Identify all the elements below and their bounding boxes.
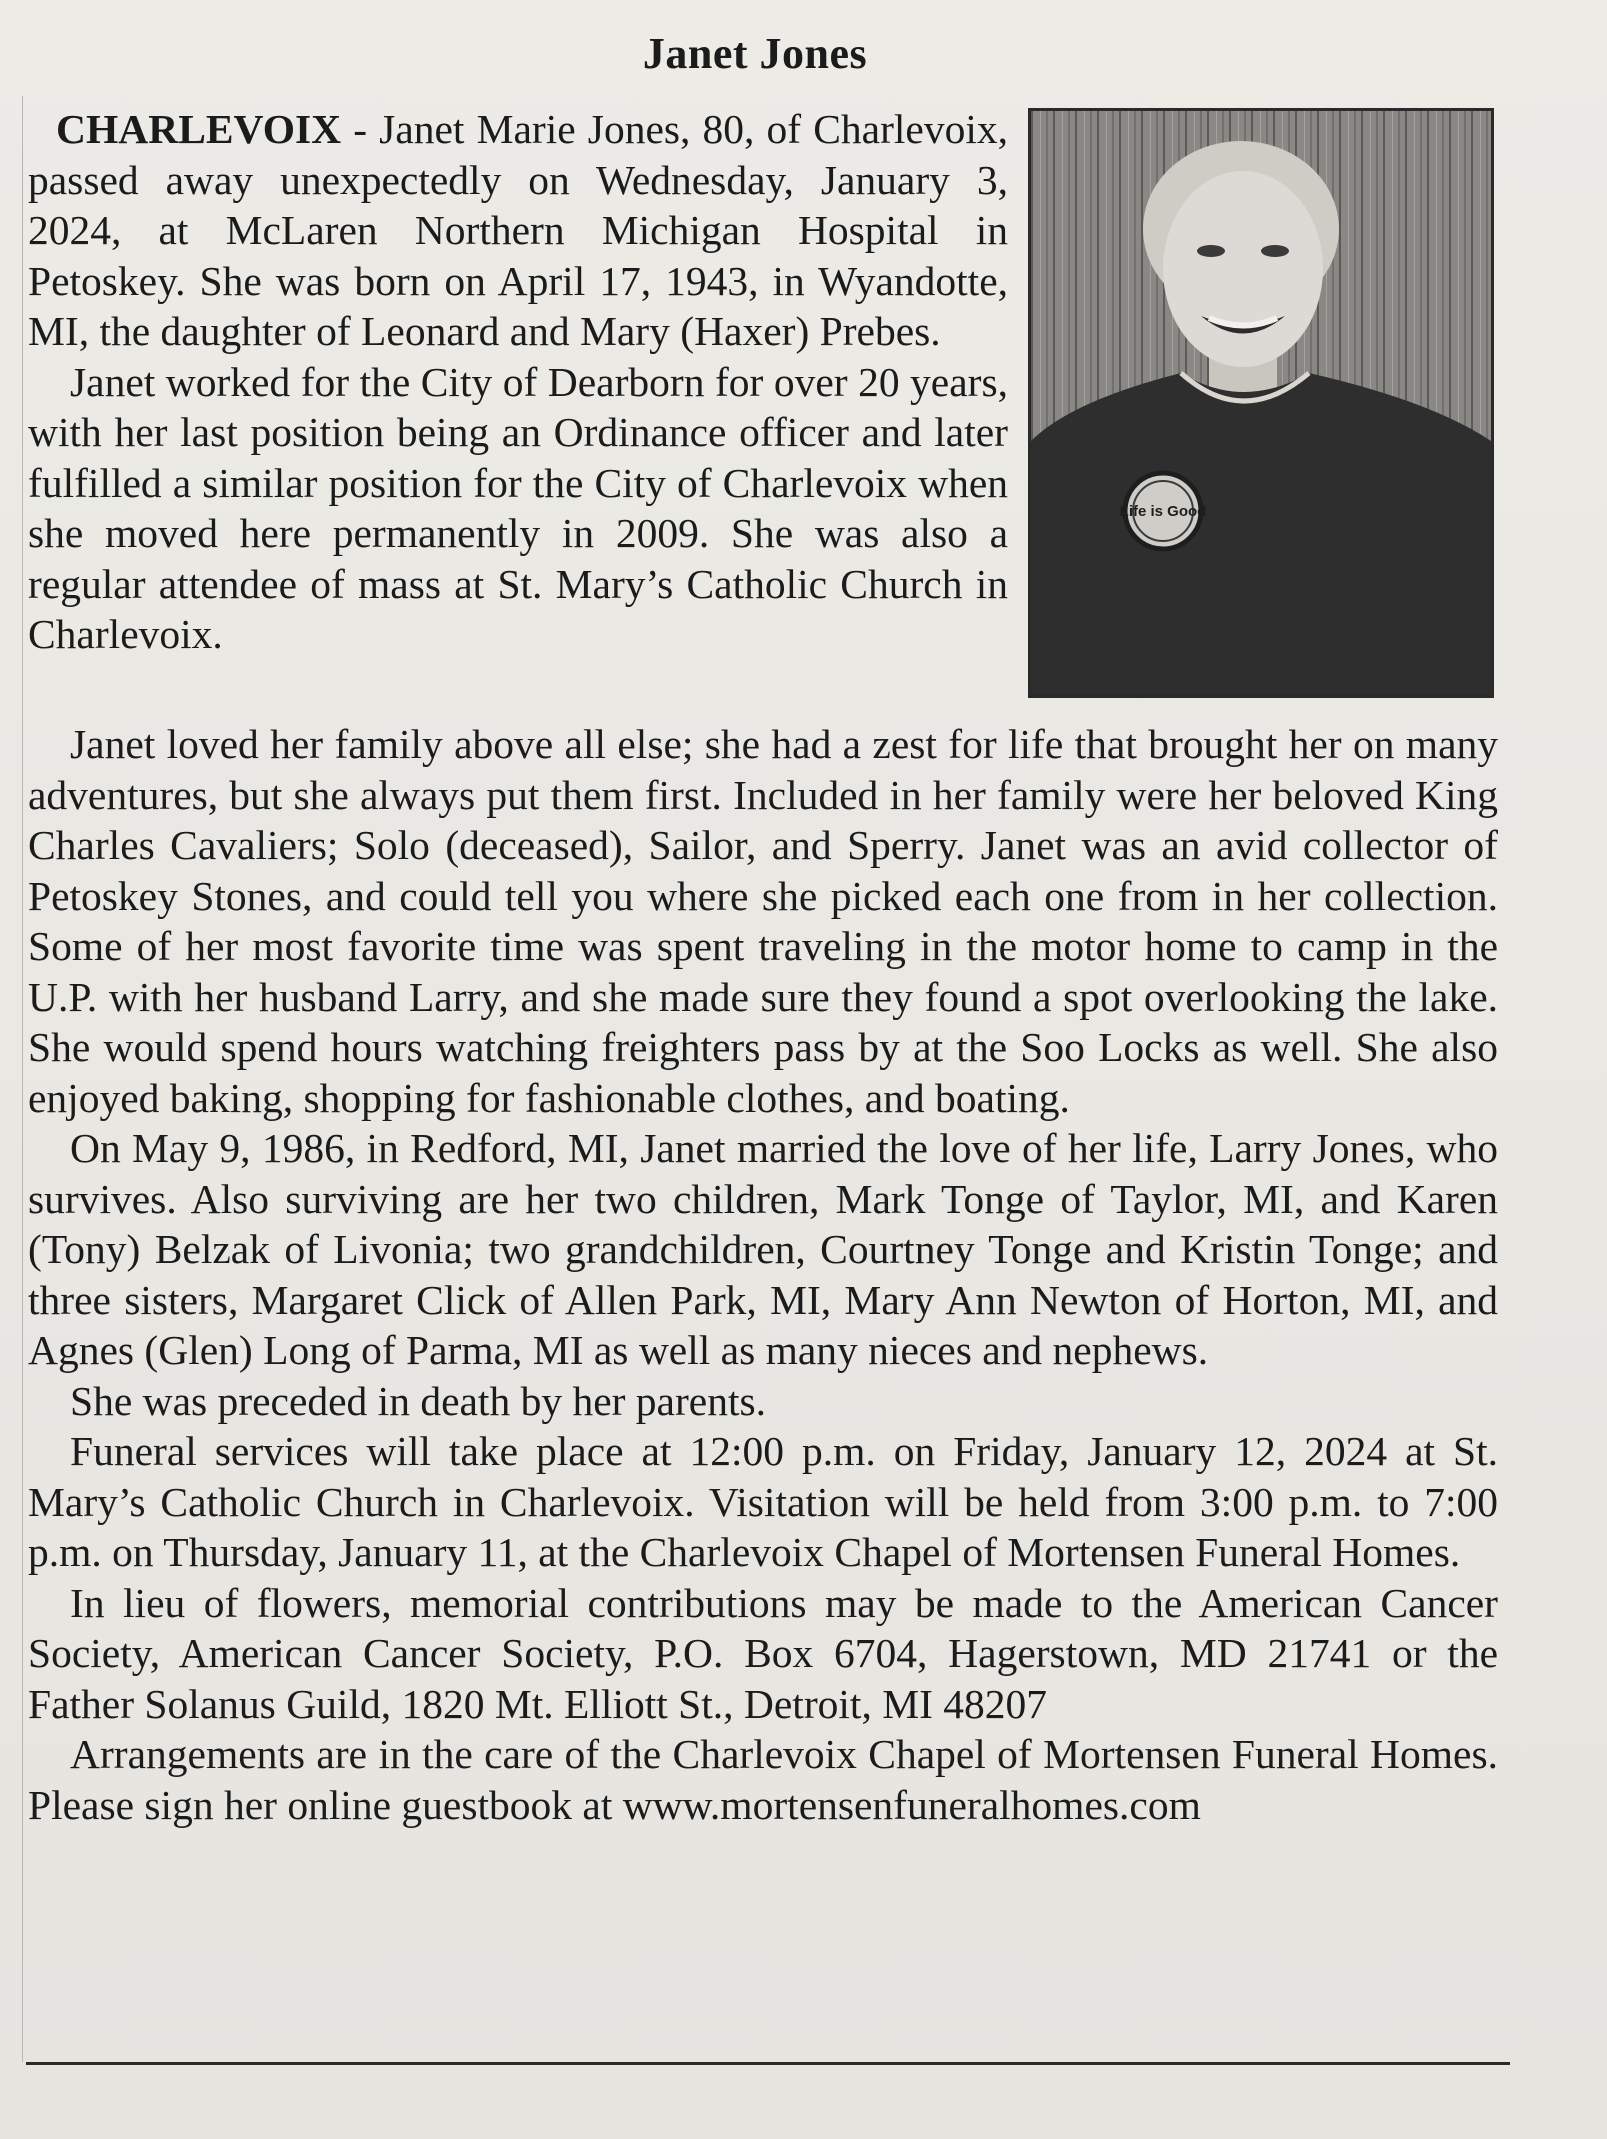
obituary-full-column [28,719,1498,1830]
portrait-image [1031,111,1491,695]
lead-paragraph-text: - Janet Marie Jones, 80, of Charlevoix, passed away unexpectedly on Wednesday, January 3, 2024, at McLaren Northern Michigan Hospital in Petoskey. She was born on April 17, 1943, in Wyandotte, MI, the daughter of Leonard and Mary (Haxer) Prebes. [28,106,1008,354]
survivors-paragraph: On May 9, 1986, in Redford, MI, Janet married the love of her life, Larry Jones, who survives. Also surviving are her two children, Mark Tonge of Taylor, MI, and Karen (Tony) Belzak of Livonia; two grandchildren, Courtney Tonge and Kristin Tonge; and three sisters, Margaret Click of Allen Park, MI, Mary Ann Newton of Horton, MI, and Agnes (Glen) Long of Parma, MI as well as many nieces and nephews. [28,1125,1498,1373]
preceded-paragraph: She was preceded in death by her parents. [70,1377,767,1424]
obituary-title: Janet Jones [642,29,868,78]
memorial-paragraph: In lieu of flowers, memorial contributions may be made to the American Cancer Society, American Cancer Society, P.O. Box 6704, Hagerstown, MD 21741 or the Father Solanus Guild, 1820 Mt. Elliott St., Detroit, MI 48207 [28,1579,1498,1727]
arrangements-paragraph: Arrangements are in the care of the Charlevoix Chapel of Mortensen Funeral Homes. Please sign her online guestbook at www.mortensenfuneralhomes.com [28,1731,1498,1828]
services-paragraph: Funeral services will take place at 12:00 p.m. on Friday, January 12, 2024 at St. Mary’s Catholic Church in Charlevoix. Visitation will be held from 3:00 p.m. to 7:00 p.m. on Thursday, January 11, at the Charlevoix Chapel of Mortensen Funeral Homes. [28,1428,1498,1575]
shirt-logo-text: Life is Good [1119,503,1207,520]
career-paragraph: Janet worked for the City of Dearborn for over 20 years, with her last position being an Ordinance officer and later fulfilled a similar position for the City of Charlevoix when she moved here permanently in 2009. She was also a regular attendee of mass at St. Mary’s Catholic Church in Charlevoix. [28,358,1008,657]
family-paragraph: Janet loved her family above all else; she had a zest for life that brought her on many adventures, but she always put them first. Included in her family were her beloved King Charles Cavaliers; Solo (deceased), Sailor, and Sperry. Janet was an avid collector of Petoskey Stones, and could tell you where she picked each one from in her collection. Some of her most favorite time was spent traveling in the motor home to camp in the U.P. with her husband Larry, and she made sure they found a spot overlooking the lake. She would spend hours watching freighters pass by at the Soo Locks as well. She also enjoyed baking, shopping for fashionable clothes, and boating. [28,721,1498,1121]
portrait-photo [1028,108,1494,698]
obituary-lead-column [28,104,1008,660]
lead-paragraph [28,104,1008,357]
dateline: CHARLEVOIX [56,106,342,152]
bottom-rule [26,2062,1510,2065]
column-edge-rule [22,96,23,2062]
